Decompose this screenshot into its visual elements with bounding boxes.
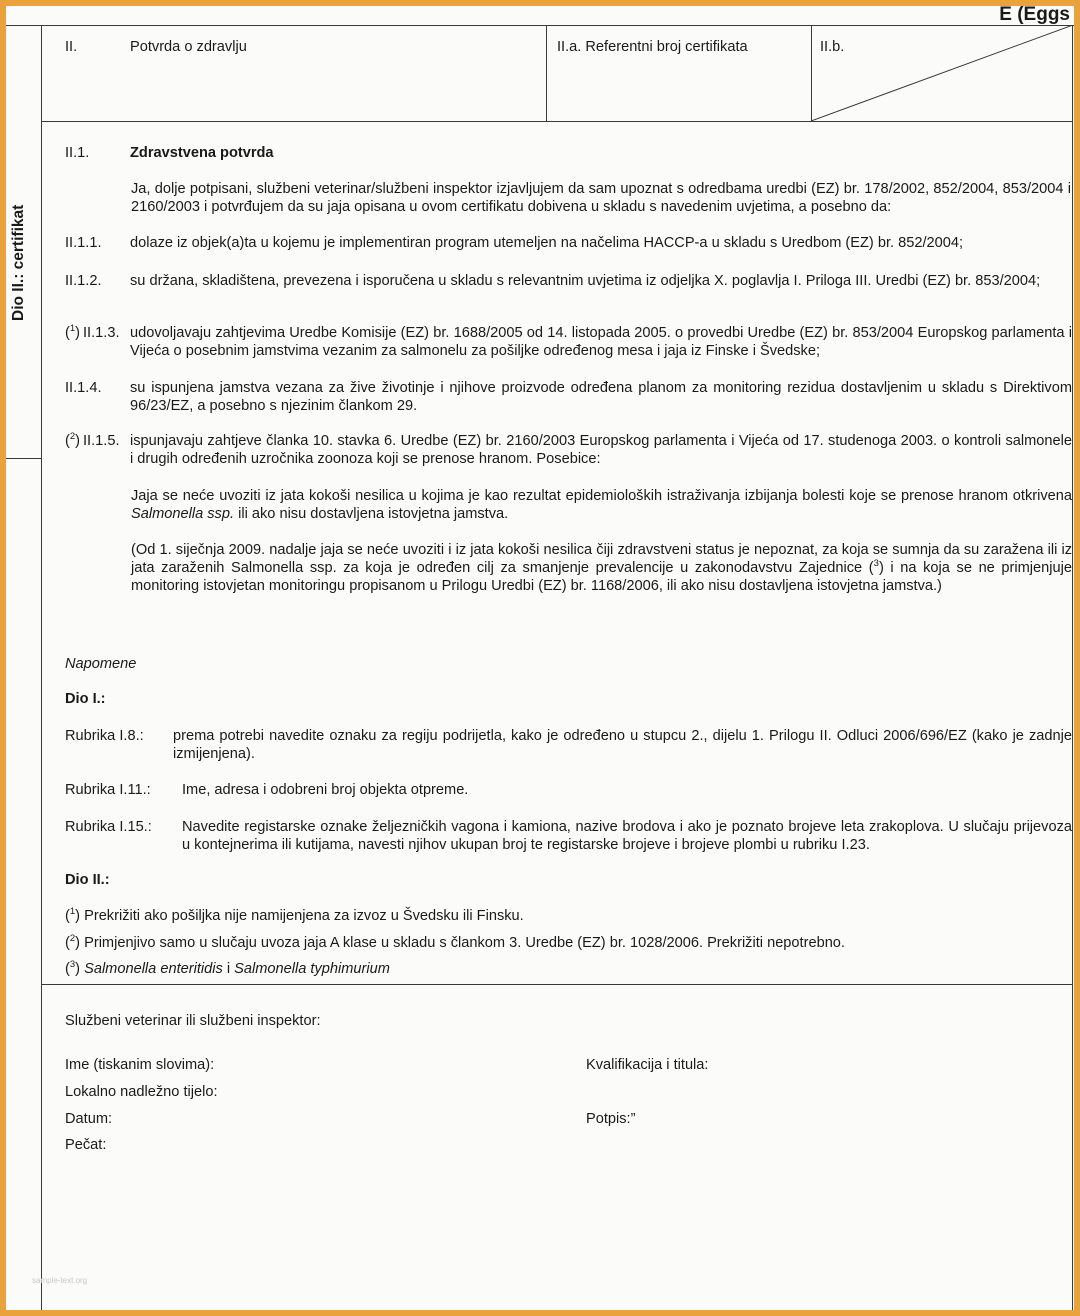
part-two-heading: Dio II.: (65, 872, 110, 888)
from-2009-paragraph: (Od 1. siječnja 2009. nadalje jaja se neće uvoziti i iz jata kokoši nesilica čiji zdravstveni status je nepoznat, za koja se sumnja da su zaražena ili iz jata zaraženih Salmonella ssp. za koja je određen cilj za smanjenje prevalencije u zakonodavstvu Zajednice ($^3$) i na koja se ne primjenjuje monitoring istovjetan monitoringu propisanom u Prilogu Uredbi (EZ) br. 1168/2006, ili ako nisu dostavljena istovjetna jamstva.) (131, 542, 1072, 594)
item-footnote-mark: ($^2$) (65, 431, 81, 449)
item-text: su držana, skladištena, prevezena i isporučena u skladu s relevantnim uvjetima iz odjeljka X. poglavlja I. Priloga III. Uredbi (EZ) br. 853/2004; (130, 273, 1041, 289)
signatory-heading: Službeni veterinar ili službeni inspektor: (65, 1013, 321, 1029)
footnote: ($^3$) Salmonella enteritidis i Salmonella typhimurium (65, 959, 390, 977)
rubric-label: Rubrika I.8.: (65, 728, 144, 744)
name-field-label: Ime (tiskanim slovima): (65, 1057, 215, 1073)
date-field-label: Datum: (65, 1111, 113, 1127)
certificate-type-label: E (Eggs (999, 4, 1070, 25)
left-margin-rule (41, 25, 42, 1310)
item-number: II.1.2. (65, 273, 102, 289)
item-number: II.1.1. (65, 235, 102, 251)
item-text: dolaze iz objek(a)ta u kojemu je implementiran program utemeljen na načelima HACCP-a u skladu s Uredbom (EZ) br. 852/2004; (130, 235, 964, 251)
side-label-divider (6, 458, 42, 459)
rubric-label: Rubrika I.11.: (65, 782, 151, 798)
item-number: II.1.4. (65, 380, 102, 396)
item-number: II.1.3. (83, 325, 120, 341)
item-text: su ispunjena jamstva vezana za žive životinje i njihove proizvode određena planom za monitoring rezidua dostavljenim u skladu s Direktivom 96/23/EZ, a posebno s njezinim člankom 29. (130, 380, 1072, 414)
signature-top-rule (42, 984, 1073, 985)
footnote: ($^2$) Primjenjivo samo u slučaju uvoza jaja A klase u skladu s člankom 3. Uredbe (EZ) br. 1028/2006. Prekrižiti nepotrebno. (65, 933, 845, 951)
rubric-text: prema potrebi navedite oznaku za regiju podrijetla, kako je određeno u stupcu 2., dijelu 1. Prilogu II. Odluci 2006/696/EZ (kako je zadnje izmijenjena). (173, 728, 1072, 762)
item-footnote-mark: ($^1$) (65, 323, 81, 341)
rubric-text: Ime, adresa i odobreni broj objekta otpreme. (182, 782, 469, 798)
health-section-title: Zdravstvena potvrda (130, 145, 274, 161)
qualification-field-label: Kvalifikacija i titula: (586, 1057, 709, 1073)
salmonella-paragraph: Jaja se neće uvoziti iz jata kokoši nesilica u kojima je kao rezultat epidemioloških istraživanja izbijanja bolesti koje se prenose hranom otkrivena Salmonella ssp. ili ako nisu dostavljena istovjetna jamstva. (131, 488, 1072, 522)
side-label: Dio II.: certifikat (10, 204, 27, 321)
reference-number-label: II.a. Referentni broj certifikata (557, 39, 748, 55)
section-number: II. (65, 39, 78, 55)
authority-field-label: Lokalno nadležno tijelo: (65, 1084, 218, 1100)
rubric-label: Rubrika I.15.: (65, 819, 152, 835)
section-title: Potvrda o zdravlju (130, 39, 247, 55)
right-border (1072, 25, 1073, 1310)
certificate-page (6, 6, 1074, 1310)
signature-field-label: Potpis:” (586, 1111, 636, 1127)
stamp-field-label: Pečat: (65, 1137, 107, 1153)
item-text: ispunjavaju zahtjeve članka 10. stavka 6. Uredbe (EZ) br. 2160/2003 Europskog parlamenta i Vijeća od 17. studenoga 2003. o kontroli salmonele i drugih određenih uzročnika zoonoza koji se prenose hranom. Posebice: (130, 433, 1072, 467)
health-intro: Ja, dolje potpisani, službeni veterinar/službeni inspektor izjavljujem da sam upoznat s odredbama uredbi (EZ) br. 178/2002, 852/2004, 853/2004 i 2160/2003 i potvrđujem da su jaja opisana u ovom certifikatu dobivena u skladu s navedenim uvjetima, a posebno da: (131, 181, 1071, 215)
notes-heading: Napomene (65, 656, 137, 672)
item-number: II.1.5. (83, 433, 120, 449)
header-divider-1 (546, 25, 547, 121)
crossed-out-cell (811, 25, 1073, 122)
health-section-number: II.1. (65, 145, 90, 161)
footnote: ($^1$) Prekrižiti ako pošiljka nije namijenjena za izvoz u Švedsku ili Finsku. (65, 906, 524, 924)
rubric-text: Navedite registarske oznake željezničkih vagona i kamiona, nazive brodova i ako je poznato brojeve leta zrakoplova. U slučaju prijevoza u kontejnerima ili kutijama, navesti njihov ukupan broj te registarske brojeve i brojeve plombi u rubriku I.23. (182, 819, 1072, 853)
reference-b-label: II.b. (820, 39, 845, 55)
item-text: udovoljavaju zahtjevima Uredbe Komisije (EZ) br. 1688/2005 od 14. listopada 2005. o provedbi Uredbe (EZ) br. 853/2004 Europskog parlamenta i Vijeća o posebnim jamstvima vezanim za salmonelu za pošiljke određenog mesa i jaja iz Finske i Švedske; (130, 325, 1072, 359)
part-one-heading: Dio I.: (65, 691, 106, 707)
watermark: sample-text.org (32, 1276, 88, 1285)
